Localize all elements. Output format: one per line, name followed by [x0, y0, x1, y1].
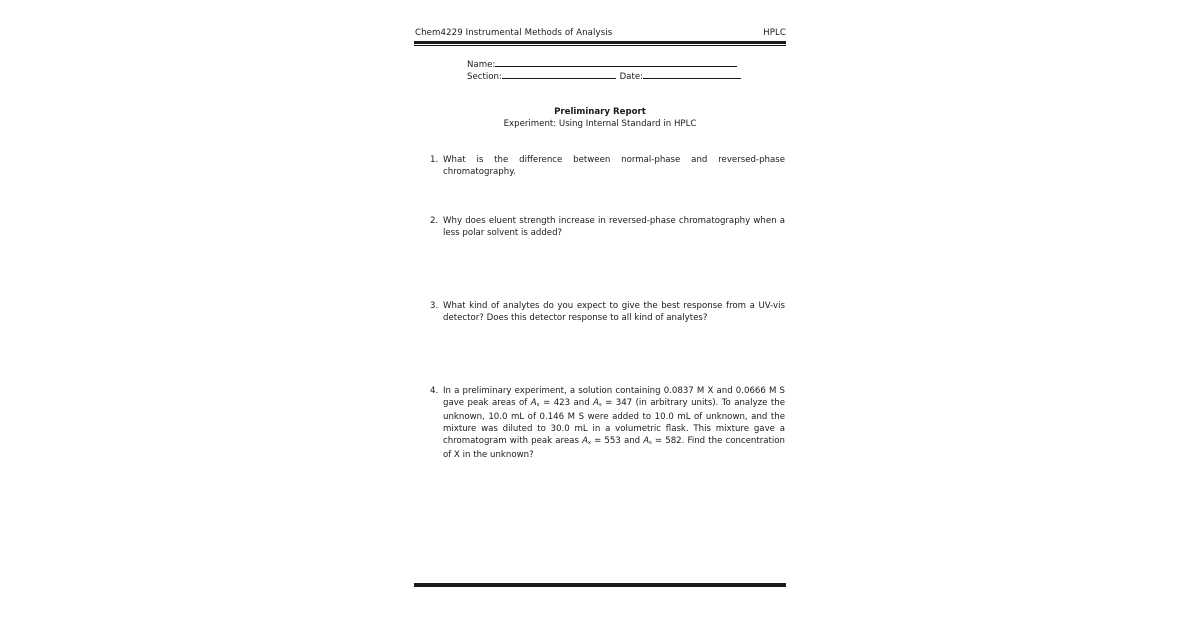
question-number: 4. [430, 386, 439, 396]
question-3 [430, 300, 785, 324]
name-label: Name: [467, 60, 496, 70]
question-number: 2. [430, 216, 439, 226]
section-blank[interactable] [502, 70, 616, 79]
question-text-part: = 553 and [590, 436, 644, 447]
page-header [415, 28, 786, 40]
section-date-row [467, 70, 741, 82]
question-4 [430, 385, 785, 462]
peak-area-x-symbol: $A_x$ [582, 436, 591, 447]
question-2 [430, 215, 785, 239]
question-text: What kind of analytes do you expect to give the best response from a UV-vis detector? Does this detector response to all kind of analytes? [443, 301, 785, 324]
footer-rule-thick [414, 584, 786, 587]
date-label: Date: [619, 72, 643, 82]
report-title-block [414, 106, 786, 131]
question-text: What is the difference between normal-phase and reversed-phase chromatography. [443, 155, 785, 178]
question-text-part: = 423 and [539, 398, 594, 409]
peak-area-s-symbol: $A_s$ [643, 436, 652, 447]
experiment-subtitle: Experiment: Using Internal Standard in HPLC [503, 119, 697, 130]
topic-label: HPLC [763, 28, 786, 38]
question-number: 3. [430, 301, 439, 311]
date-blank[interactable] [643, 70, 741, 79]
question-text-part: In a preliminary experiment, a solution containing 0.0837 M X and 0.0666 M S gave peak areas of [443, 386, 785, 409]
section-label: Section: [467, 72, 502, 82]
header-rule-thin [414, 45, 786, 46]
question-text-part: = 582. Find the concentration of X in the unknown? [443, 436, 786, 461]
question-number: 1. [430, 155, 439, 165]
document-page [414, 0, 786, 627]
course-title: Chem4229 Instrumental Methods of Analysis [415, 28, 613, 38]
question-text: Why does eluent strength increase in reversed-phase chromatography when a less polar solvent is added? [443, 216, 785, 239]
question-text [443, 385, 785, 462]
question-text-part: = 347 (in arbitrary units). To analyze the unknown, 10.0 mL of 0.146 M S were added to 10.0 mL of unknown, and the mixture was diluted to 30.0 mL in a volumetric flask. This mixture gave a chromatogram with peak areas [443, 398, 785, 447]
peak-area-s-symbol: $A_s$ [593, 398, 602, 409]
report-title: Preliminary Report [554, 107, 646, 117]
name-blank[interactable] [495, 58, 737, 67]
peak-area-x-symbol: $A_x$ [530, 398, 540, 409]
question-1 [430, 154, 785, 178]
name-field-row [467, 58, 737, 70]
